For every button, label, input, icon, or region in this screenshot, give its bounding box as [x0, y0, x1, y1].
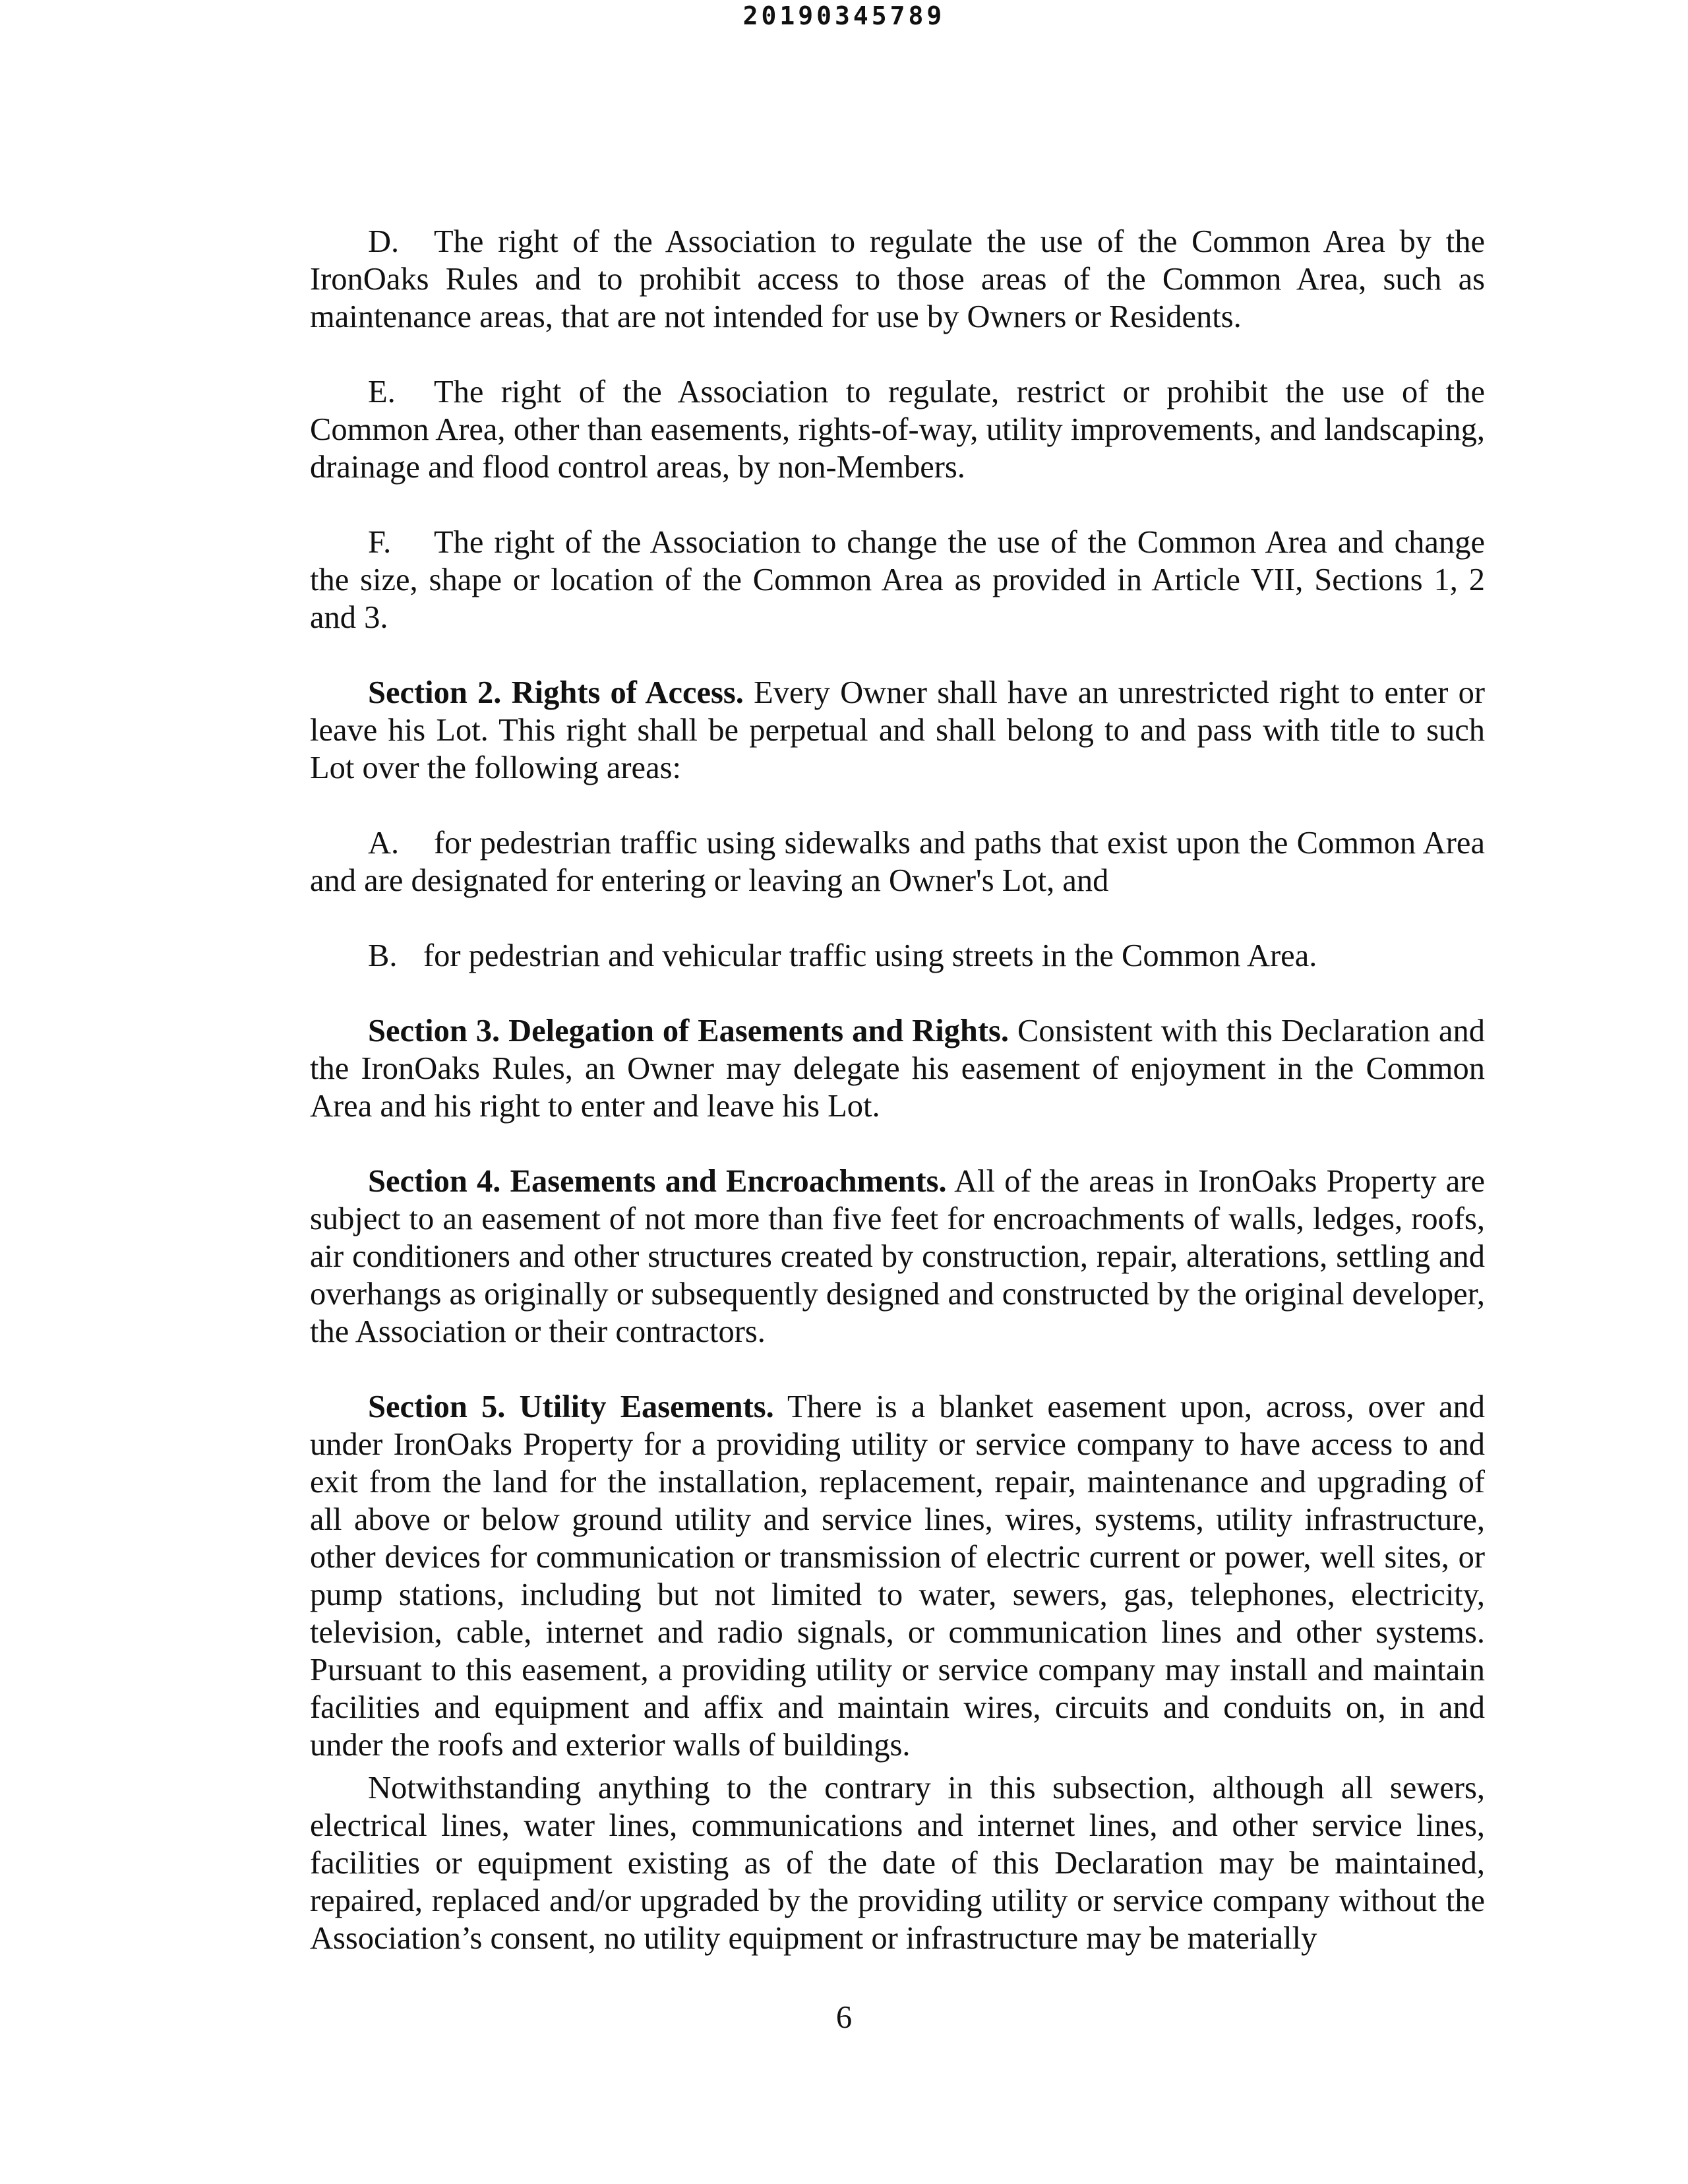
section-5-continuation-paragraph: Notwithstanding anything to the contrary in this subsection, although all sewers, electrical lines, water lines, communications and internet lines, and other service lines, facilities or equipment existing as of the date of this Declaration may be maintained, repaired, replaced and/or upgraded by the providing utility or service company without the Association’s consent, no utility equipment or infrastructure may be materially: [310, 1771, 1485, 1956]
item-marker: A.: [368, 826, 400, 861]
document-number: 20190345789: [742, 1, 946, 30]
item-marker: E.: [368, 375, 396, 410]
item-marker: F.: [368, 525, 392, 560]
section-heading: Section 4. Easements and Encroachments.: [368, 1164, 947, 1199]
section-text: Every Owner shall have an unrestricted right to enter or leave his Lot. This right shall be perpetual and shall belong to and pass with title to such Lot over the following areas:: [310, 675, 1486, 785]
paragraph-item-f: [310, 524, 1485, 636]
section-heading: Section 5. Utility Easements.: [368, 1389, 774, 1424]
item-marker: D.: [368, 224, 400, 259]
section-text: All of the areas in IronOaks Property are subject to an easement of not more than five feet for encroachments of walls, ledges, roofs, air conditioners and other structures created by construction, repair, alterations, settling and overhangs as originally or subsequently designed and constructed by the original developer, the Association or their contractors.: [310, 1164, 1485, 1349]
item-text: for pedestrian and vehicular traffic using streets in the Common Area.: [423, 938, 1317, 973]
section-text: Consistent with this Declaration and the IronOaks Rules, an Owner may delegate his easement of enjoyment in the Common Area and his right to enter and leave his Lot.: [310, 1014, 1485, 1124]
page-number: 6: [835, 2000, 853, 2035]
section-heading: Section 2. Rights of Access.: [368, 675, 744, 710]
section-4-paragraph: [310, 1163, 1485, 1350]
paragraph-item-a: [310, 824, 1485, 899]
paragraph-item-d: [310, 223, 1485, 336]
section-5-paragraph: [310, 1388, 1485, 1764]
paragraph-item-b: [310, 937, 1485, 975]
paragraph-item-e: [310, 373, 1485, 486]
item-text: for pedestrian traffic using sidewalks and paths that exist upon the Common Area and are designated for entering or leaving an Owner's Lot, and: [310, 826, 1485, 898]
item-text: The right of the Association to change the use of the Common Area and change the size, shape or location of the Common Area as provided in Article VII, Sections 1, 2 and 3.: [310, 525, 1485, 635]
item-marker: B.: [368, 938, 398, 973]
document-body: [310, 223, 1485, 1957]
section-2-paragraph: [310, 674, 1485, 787]
section-text: There is a blanket easement upon, across, over and under IronOaks Property for a providing utility or service company to have access to and exit from the land for the installation, replacement, repair, maintenance and upgrading of all above or below ground utility and service lines, wires, systems, utility infrastructure, other devices for communication or transmission of electric current or power, well sites, or pump stations, including but not limited to water, sewers, gas, telephones, electricity, television, cable, internet and radio signals, or communication lines and other systems. Pursuant to this easement, a providing utility or service company may install and maintain facilities and equipment and affix and maintain wires, circuits and conduits on, in and under the roofs and exterior walls of buildings.: [310, 1389, 1486, 1763]
section-3-paragraph: [310, 1012, 1485, 1125]
item-text: The right of the Association to regulate, restrict or prohibit the use of the Common Area, other than easements, rights-of-way, utility improvements, and landscaping, drainage and flood control areas, by non-Members.: [310, 375, 1485, 485]
item-text: The right of the Association to regulate the use of the Common Area by the IronOaks Rules and to prohibit access to those areas of the Common Area, such as maintenance areas, that are not intended for use by Owners or Residents.: [310, 224, 1485, 334]
section-heading: Section 3. Delegation of Easements and Rights.: [368, 1014, 1010, 1048]
